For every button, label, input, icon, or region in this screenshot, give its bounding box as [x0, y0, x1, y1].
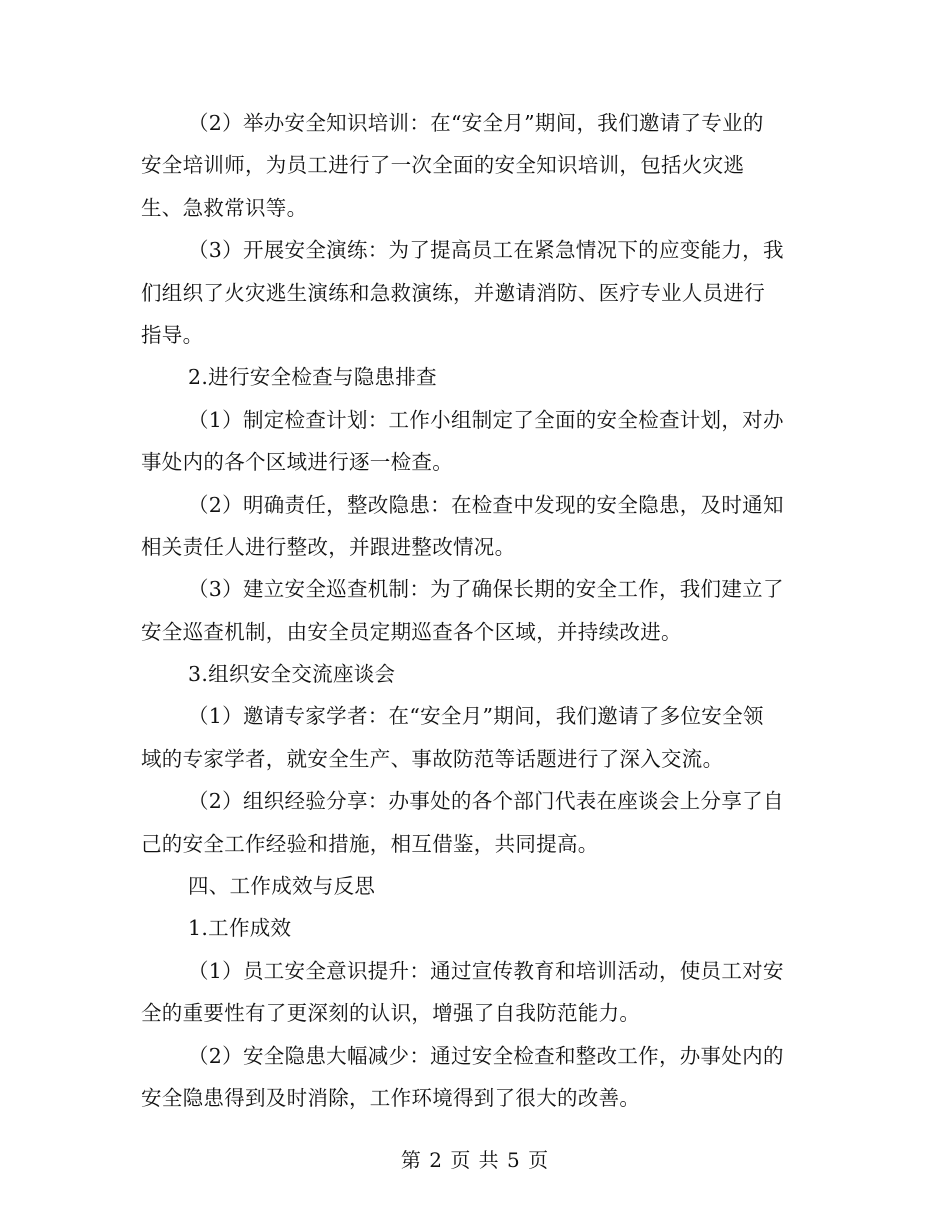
text-line: 域的专家学者，就安全生产、事故防范等话题进行了深入交流。 [141, 746, 724, 771]
text-line: 事处内的各个区域进行逐一检查。 [141, 450, 453, 475]
text-line: 们组织了火灾逃生演练和急救演练，并邀请消防、医疗专业人员进行 [141, 280, 765, 305]
text-line: 1.工作成效 [188, 916, 292, 941]
text-line: 安全隐患得到及时消除，工作环境得到了很大的改善。 [141, 1085, 641, 1110]
text-line: （2）举办安全知识培训：在“安全月”期间，我们邀请了专业的 [188, 111, 764, 135]
text-line: 生、急救常识等。 [141, 195, 308, 220]
text-line: （3）建立安全巡查机制：为了确保长期的安全工作，我们建立了 [188, 577, 784, 602]
text-line: （2）组织经验分享：办事处的各个部门代表在座谈会上分享了自 [188, 789, 784, 814]
text-line: 全的重要性有了更深刻的认识，增强了自我防范能力。 [141, 1001, 641, 1026]
text-line: 四、工作成效与反思 [188, 874, 376, 899]
document-body [141, 102, 811, 1119]
text-line: 安全巡查机制，由安全员定期巡查各个区域，并持续改进。 [141, 619, 682, 644]
text-line: （2）明确责任，整改隐患：在检查中发现的安全隐患，及时通知 [188, 492, 784, 517]
text-line: 安全培训师，为员工进行了一次全面的安全知识培训，包括火灾逃 [141, 153, 745, 178]
text-line: 己的安全工作经验和措施，相互借鉴，共同提高。 [141, 831, 599, 856]
text-line: （1）邀请专家学者：在“安全月”期间，我们邀请了多位安全领 [188, 704, 764, 729]
page-number-footer: 第 2 页 共 5 页 [400, 1148, 550, 1172]
text-line: （2）安全隐患大幅减少：通过安全检查和整改工作，办事处内的 [188, 1043, 784, 1068]
text-line: （1）制定检查计划：工作小组制定了全面的安全检查计划，对办 [188, 407, 784, 432]
text-line: 相关责任人进行整改，并跟进整改情况。 [141, 534, 516, 559]
text-line: （3）开展安全演练：为了提高员工在紧急情况下的应变能力，我 [188, 238, 784, 263]
text-line: 指导。 [141, 322, 204, 347]
text-line: 2.进行安全检查与隐患排查 [188, 365, 437, 390]
text-line: （1）员工安全意识提升：通过宣传教育和培训活动，使员工对安 [188, 958, 784, 983]
text-line: 3.组织安全交流座谈会 [188, 662, 396, 687]
